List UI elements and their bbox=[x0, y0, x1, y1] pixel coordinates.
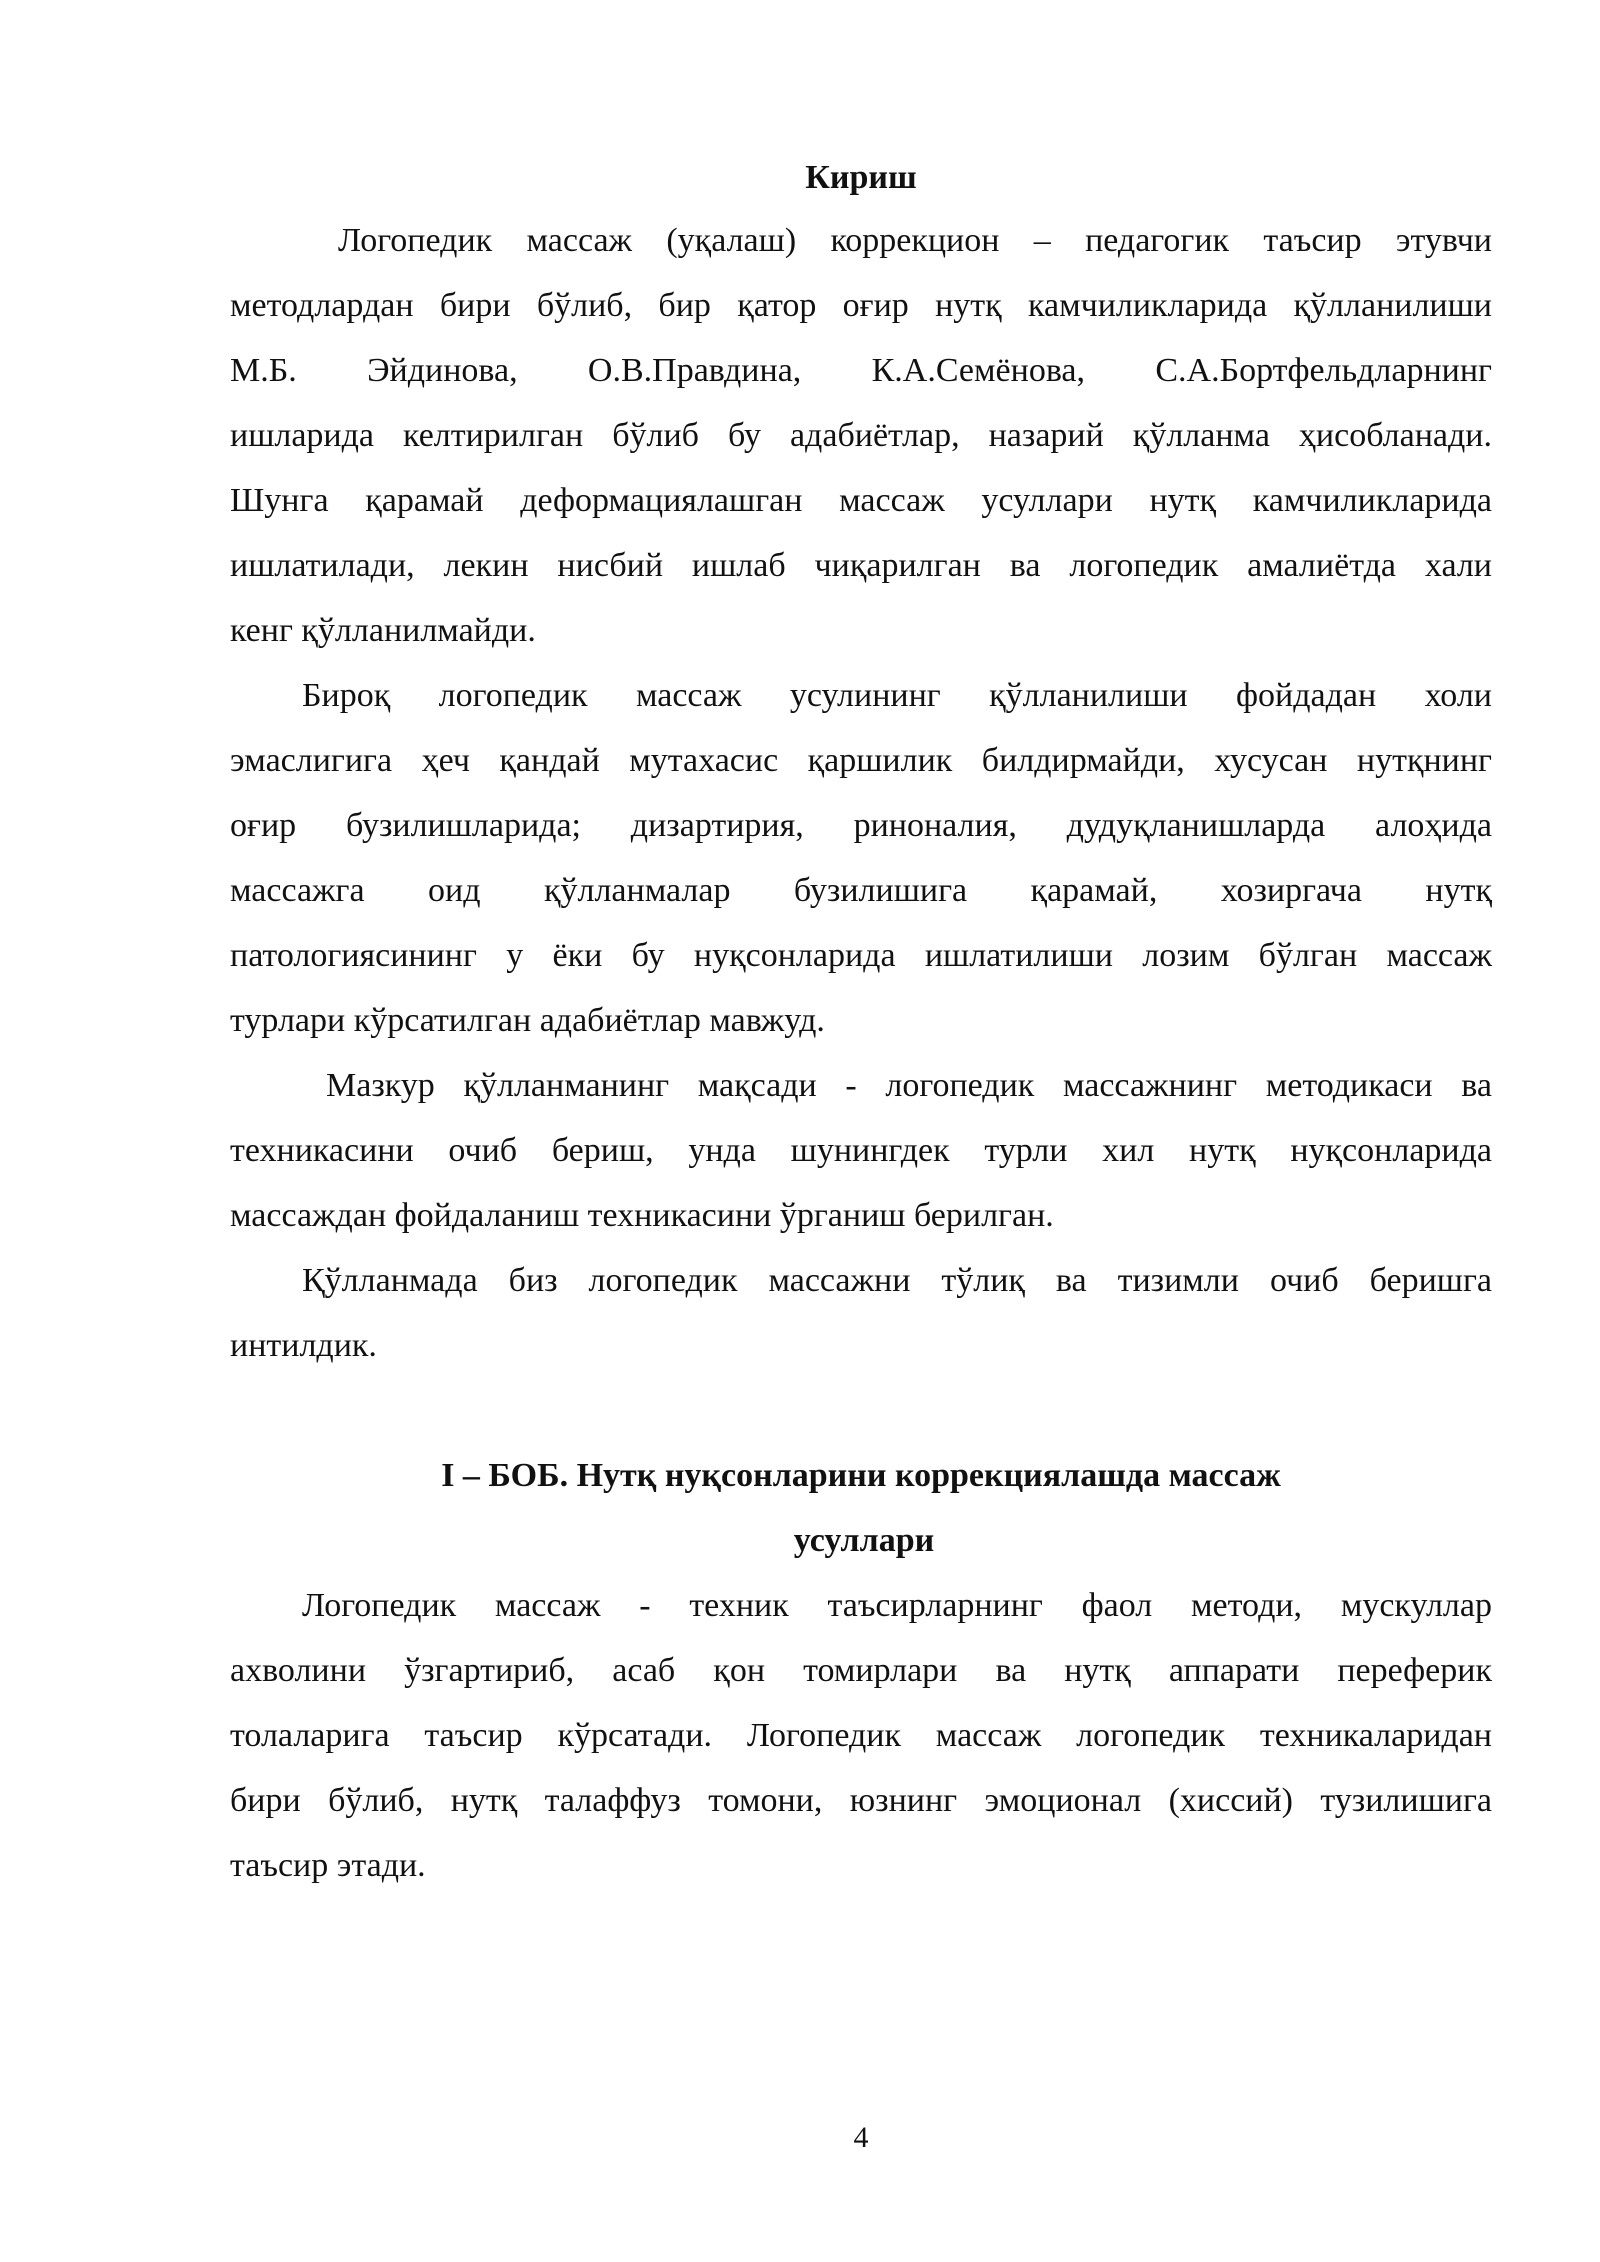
paragraph-line: эмаслигига ҳеч қандай мутахасис қаршилик билдирмайди, хусусан нутқнинг bbox=[230, 742, 1492, 779]
paragraph-line: толаларига таъсир кўрсатади. Логопедик массаж логопедик техникаларидан bbox=[230, 1717, 1492, 1754]
document-page bbox=[230, 0, 1492, 2262]
paragraph-line: техникасини очиб бериш, унда шунингдек турли хил нутқ нуқсонларида bbox=[230, 1132, 1492, 1169]
chapter-heading-line-1: I – БОБ. Нутқ нуқсонларини коррекциялашда массаж bbox=[441, 1457, 1281, 1494]
paragraph-line: М.Б. Эйдинова, О.В.Правдина, К.А.Семёнова, С.А.Бортфельдларнинг bbox=[230, 352, 1492, 389]
paragraph-line: Қўлланмада биз логопедик массажни тўлиқ ва тизимли очиб беришга bbox=[302, 1262, 1492, 1299]
paragraph-line: массаждан фойдаланиш техникасини ўрганиш берилган. bbox=[230, 1197, 1054, 1234]
paragraph-line: Логопедик массаж - техник таъсирларнинг фаол методи, мускуллар bbox=[302, 1587, 1492, 1624]
intro-heading: Кириш bbox=[805, 159, 917, 196]
paragraph-line: бири бўлиб, нутқ талаффуз томони, юзнинг эмоционал (хиссий) тузилишига bbox=[230, 1782, 1492, 1819]
paragraph-line: оғир бузилишларида; дизартирия, риноналия, дудуқланишларда алоҳида bbox=[230, 807, 1492, 844]
paragraph-line: Мазкур қўлланманинг мақсади - логопедик массажнинг методикаси ва bbox=[326, 1067, 1492, 1104]
paragraph-line: массажга оид қўлланмалар бузилишига қарамай, хозиргача нутқ bbox=[230, 872, 1492, 909]
paragraph-line: ахволини ўзгартириб, асаб қон томирлари ва нутқ аппарати переферик bbox=[230, 1652, 1492, 1689]
paragraph-line: ишларида келтирилган бўлиб бу адабиётлар, назарий қўлланма ҳисобланади. bbox=[230, 417, 1492, 454]
paragraph-line: ишлатилади, лекин нисбий ишлаб чиқарилган ва логопедик амалиётда хали bbox=[230, 547, 1492, 584]
intro-paragraph-2 bbox=[230, 663, 1492, 1053]
paragraph-line: интилдик. bbox=[230, 1327, 377, 1364]
paragraph-line: турлари кўрсатилган адабиётлар мавжуд. bbox=[230, 1002, 825, 1039]
intro-paragraph-1 bbox=[230, 208, 1492, 663]
paragraph-line: Логопедик массаж (уқалаш) коррекцион – педагогик таъсир этувчи bbox=[338, 222, 1492, 259]
intro-paragraph-3 bbox=[230, 1053, 1492, 1248]
page-number: 4 bbox=[853, 2121, 869, 2154]
intro-paragraph-4 bbox=[230, 1248, 1492, 1378]
paragraph-line: методлардан бири бўлиб, бир қатор оғир нутқ камчиликларида қўлланилиши bbox=[230, 287, 1492, 324]
paragraph-line: Бироқ логопедик массаж усулининг қўлланилиши фойдадан холи bbox=[302, 677, 1492, 714]
paragraph-line: кенг қўлланилмайди. bbox=[230, 612, 536, 649]
chapter-heading-line-2: усуллари bbox=[793, 1522, 935, 1559]
paragraph-line: патологиясининг у ёки бу нуқсонларида ишлатилиши лозим бўлган массаж bbox=[230, 937, 1492, 974]
chapter-paragraph-1 bbox=[230, 1573, 1492, 1898]
paragraph-line: Шунга қарамай деформациялашган массаж усуллари нутқ камчиликларида bbox=[230, 482, 1492, 519]
paragraph-line: таъсир этади. bbox=[230, 1847, 426, 1884]
